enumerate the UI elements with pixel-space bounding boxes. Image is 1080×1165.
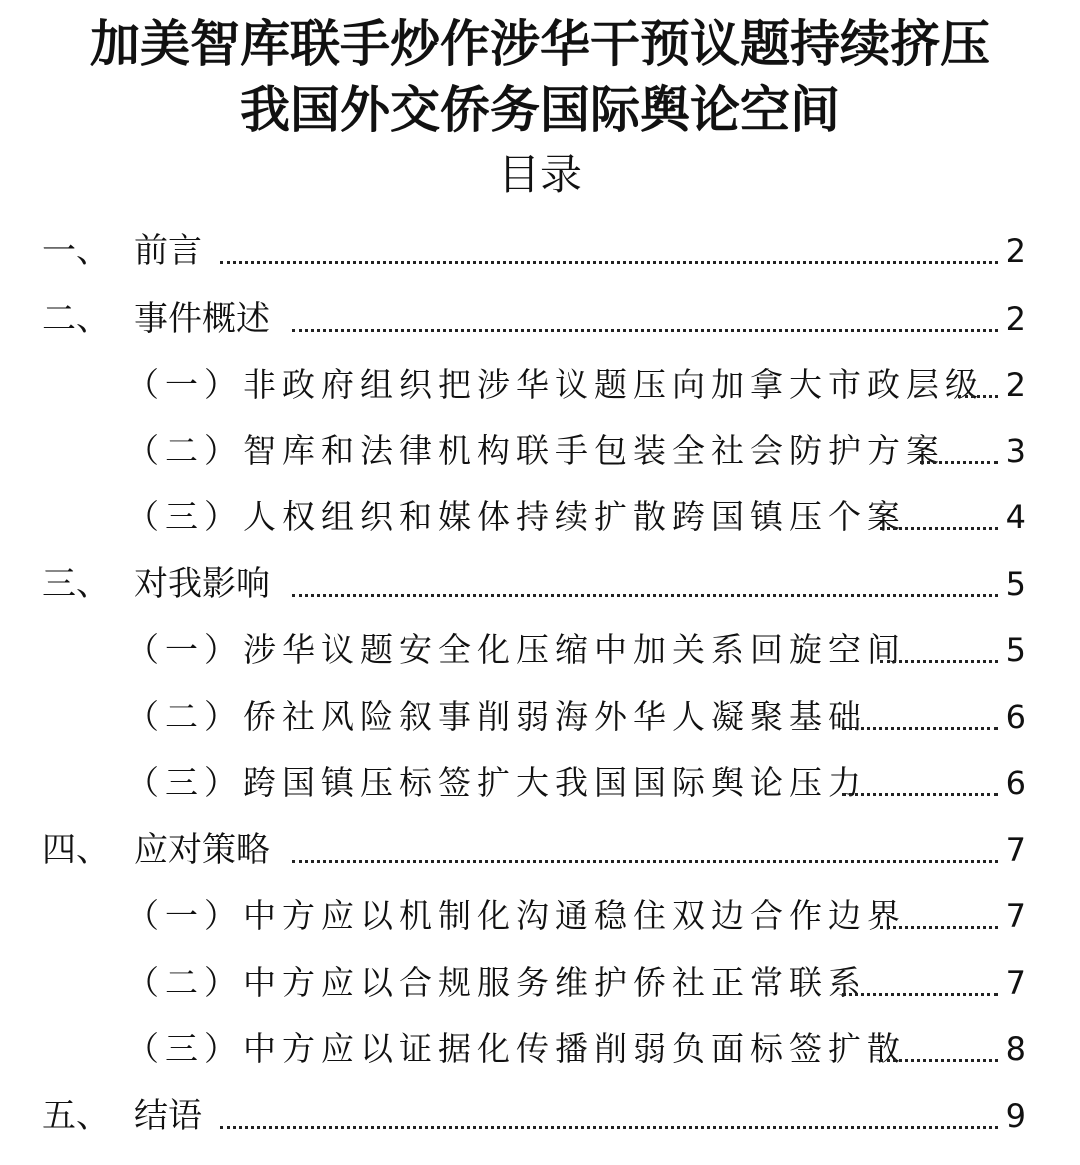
toc-entry-page: 2 (1005, 300, 1026, 338)
toc-subentry[interactable] (0, 957, 1080, 1009)
toc-dot-leader (842, 727, 998, 730)
toc-entry-title: （二）侨社风险叙事削弱海外华人凝聚基础 (126, 697, 867, 736)
toc-entry-page: 5 (1005, 631, 1026, 669)
document-title-line-2: 我国外交侨务国际舆论空间 (240, 80, 840, 139)
toc-entry-page: 4 (1005, 498, 1026, 536)
toc-entry-title: （一）涉华议题安全化压缩中加关系回旋空间 (126, 630, 906, 669)
toc-entry-page: 6 (1005, 764, 1026, 802)
toc-subentry[interactable] (0, 624, 1080, 676)
toc-entry-number: 一、 (42, 231, 110, 271)
toc-entry-title: 对我影响 (134, 564, 270, 604)
toc-subentry[interactable] (0, 359, 1080, 411)
toc-entry[interactable] (0, 558, 1080, 610)
toc-dot-leader (880, 926, 998, 929)
toc-entry-number: 五、 (42, 1096, 110, 1136)
toc-entry-page: 7 (1005, 897, 1026, 935)
toc-dot-leader (880, 660, 998, 663)
toc-entry-title: （一）中方应以机制化沟通稳住双边合作边界 (126, 896, 906, 935)
toc-entry-page: 6 (1005, 698, 1026, 736)
toc-entry-title: （三）人权组织和媒体持续扩散跨国镇压个案 (126, 497, 906, 536)
toc-subentry[interactable] (0, 1023, 1080, 1075)
toc-dot-leader (292, 594, 998, 597)
toc-entry-page: 8 (1005, 1030, 1026, 1068)
toc-dot-leader (842, 793, 998, 796)
toc-entry-page: 7 (1005, 831, 1026, 869)
document-title-line-1: 加美智库联手炒作涉华干预议题持续挤压 (90, 14, 990, 73)
toc-entry-title: （三）中方应以证据化传播削弱负面标签扩散 (126, 1029, 906, 1068)
toc-entry-title: 事件概述 (134, 299, 270, 339)
toc-dot-leader (958, 395, 998, 398)
toc-subentry[interactable] (0, 491, 1080, 543)
toc-entry[interactable] (0, 824, 1080, 876)
toc-entry[interactable] (0, 225, 1080, 277)
toc-entry-title: 结语 (134, 1096, 202, 1136)
toc-dot-leader (920, 461, 998, 464)
toc-subentry[interactable] (0, 890, 1080, 942)
toc-entry-number: 二、 (42, 299, 110, 339)
toc-heading: 目录 (497, 150, 582, 199)
toc-dot-leader (880, 527, 998, 530)
toc-dot-leader (220, 1126, 998, 1129)
toc-entry-title: （二）中方应以合规服务维护侨社正常联系 (126, 963, 867, 1002)
toc-dot-leader (220, 261, 998, 264)
toc-entry-title: 应对策略 (134, 830, 270, 870)
toc-dot-leader (292, 329, 998, 332)
toc-entry-page: 5 (1005, 565, 1026, 603)
toc-entry-page: 2 (1005, 366, 1026, 404)
toc-entry-number: 三、 (42, 564, 110, 604)
toc-dot-leader (842, 993, 998, 996)
toc-entry-page: 7 (1005, 964, 1026, 1002)
toc-subentry[interactable] (0, 757, 1080, 809)
toc-entry-title: （三）跨国镇压标签扩大我国国际舆论压力 (126, 763, 867, 802)
toc-entry-title: 前言 (134, 231, 202, 271)
toc-dot-leader (880, 1059, 998, 1062)
toc-entry-title: （一）非政府组织把涉华议题压向加拿大市政层级 (126, 365, 984, 404)
toc-entry-title: （二）智库和法律机构联手包装全社会防护方案 (126, 431, 945, 470)
toc-entry-page: 2 (1005, 232, 1026, 270)
toc-entry-page: 9 (1005, 1097, 1026, 1135)
toc-dot-leader (292, 860, 998, 863)
toc-entry-number: 四、 (42, 830, 110, 870)
toc-entry[interactable] (0, 1090, 1080, 1142)
toc-subentry[interactable] (0, 425, 1080, 477)
toc-entry-page: 3 (1005, 432, 1026, 470)
toc-entry[interactable] (0, 293, 1080, 345)
toc-subentry[interactable] (0, 691, 1080, 743)
